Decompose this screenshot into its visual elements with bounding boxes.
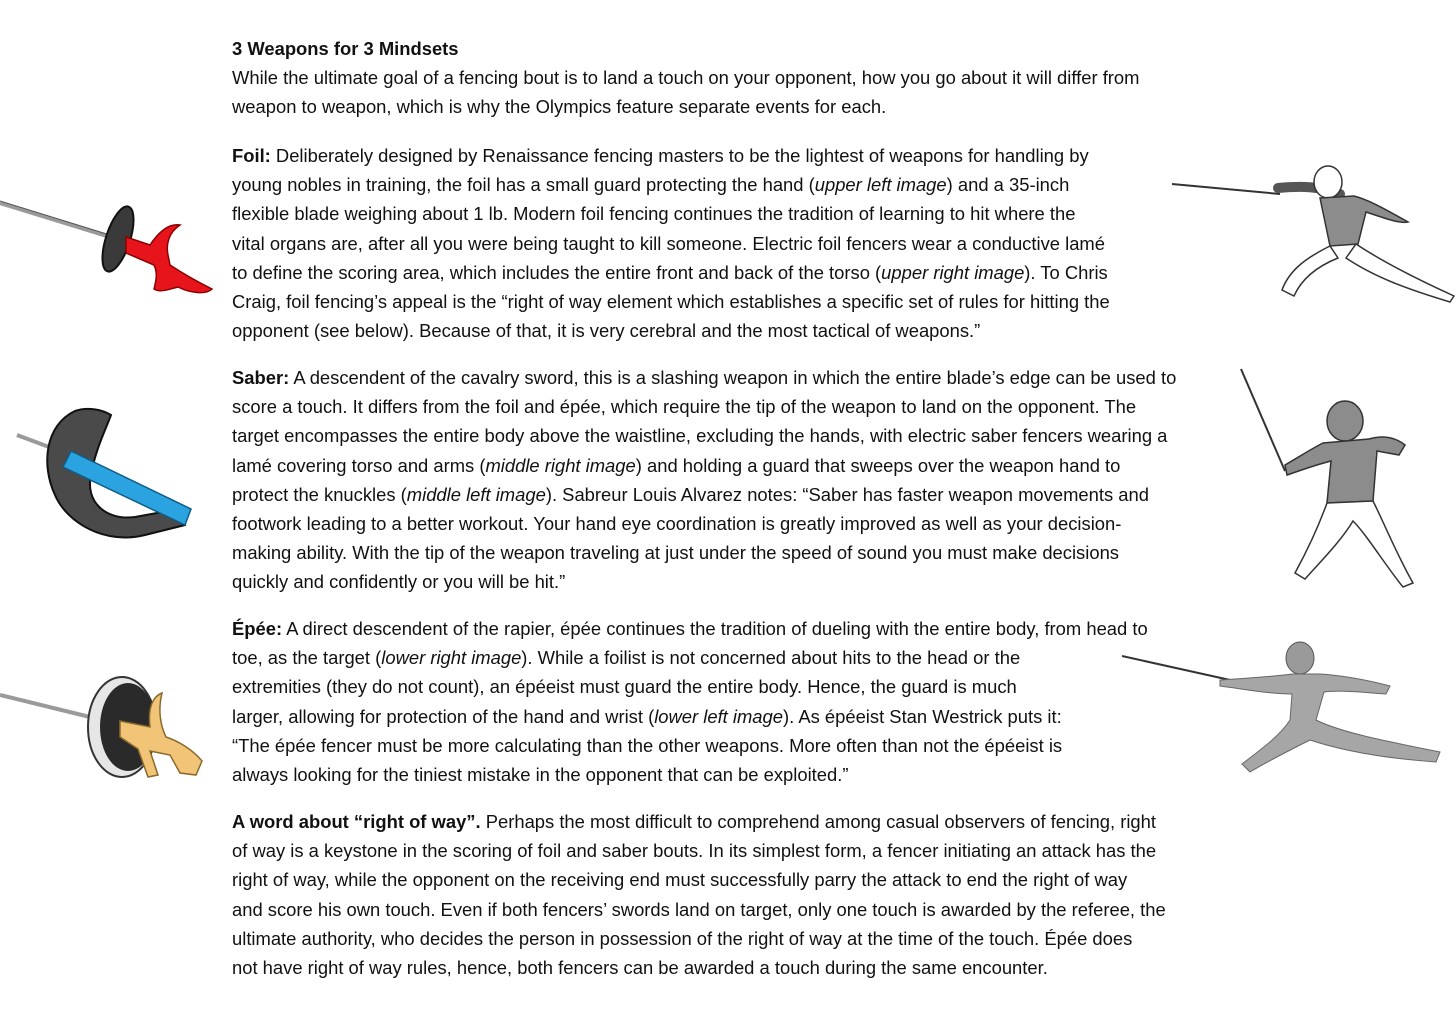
foil-section [232,141,1110,345]
foil-text: young nobles in training, the foil has a small guard protecting the hand ( [232,174,815,196]
intro-line: weapon to weapon, which is why the Olympics feature separate events for each. [232,96,887,118]
right-of-way-section [232,807,1166,982]
epee-text: ). As épéeist Stan Westrick puts it: [783,705,1062,727]
page-title: 3 Weapons for 3 Mindsets [232,38,459,59]
intro-section [232,34,1139,122]
epee-text: extremities (they do not count), an épéeist must guard the entire body. Hence, the guard is much [232,676,1017,698]
image-reference: lower right image [381,647,522,669]
saber-text: protect the knuckles ( [232,483,407,505]
image-reference: middle right image [485,454,636,476]
epee-section [232,614,1148,789]
epee-text: always looking for the tiniest mistake in the opponent that can be exploited.” [232,764,849,786]
foil-text: ) and a 35-inch [946,174,1070,196]
foil-text: Craig, foil fencing’s appeal is the “right of way element which establishes a specific set of rules for hitting the [232,291,1110,313]
image-reference: upper left image [814,174,947,196]
image-reference: lower left image [654,705,783,727]
saber-text: making ability. With the tip of the weapon traveling at just under the speed of sound you must make decisions [232,542,1119,564]
intro-line: While the ultimate goal of a fencing bout is to land a touch on your opponent, how you go about it will differ from [232,67,1140,89]
right-of-way-heading: A word about “right of way”. [232,811,481,832]
saber-text: score a touch. It differs from the foil and épée, which require the tip of the weapon to land on the opponent. The [232,396,1137,418]
epee-text: “The épée fencer must be more calculating than the other weapons. More often than not the épéeist is [232,734,1063,756]
saber-text: quickly and confidently or you will be hit.” [232,571,566,593]
epee-fencer-image [1120,640,1450,775]
epee-weapon-image [0,665,205,785]
right-of-way-text: right of way, while the opponent on the receiving end must successfully parry the attack to end the right of way [232,869,1128,891]
right-of-way-text: of way is a keystone in the scoring of foil and saber bouts. In its simplest form, a fencer initiating an attack has the [232,840,1157,862]
epee-text: larger, allowing for protection of the hand and wrist ( [232,705,655,727]
epee-text: A direct descendent of the rapier, épée continues the tradition of dueling with the entire body, from head to [282,618,1148,639]
foil-text: Deliberately designed by Renaissance fencing masters to be the lightest of weapons for handling by [270,145,1089,166]
saber-text: ) and holding a guard that sweeps over the weapon hand to [635,454,1121,476]
foil-text: flexible blade weighing about 1 lb. Modern foil fencing continues the tradition of learning to hit where the [232,203,1076,225]
foil-fencer-image [1170,160,1456,305]
saber-text: ). Sabreur Louis Alvarez notes: “Saber has faster weapon movements and [545,483,1149,505]
saber-weapon-image [15,405,195,550]
epee-text: ). While a foilist is not concerned about hits to the head or the [521,647,1021,669]
saber-text: A descendent of the cavalry sword, this is a slashing weapon in which the entire blade’s edge can be used to [289,367,1177,388]
saber-text: lamé covering torso and arms ( [232,454,486,476]
image-reference: middle left image [406,483,546,505]
right-of-way-text: ultimate authority, who decides the person in possession of the right of way at the time of the touch. Épée does [232,927,1133,949]
image-reference: upper right image [881,261,1025,283]
saber-fencer-image [1235,365,1435,590]
right-of-way-text: not have right of way rules, hence, both fencers can be awarded a touch during the same encounter. [232,957,1048,979]
saber-heading: Saber: [232,367,290,388]
epee-heading: Épée: [232,618,283,639]
saber-text: footwork leading to a better workout. Your hand eye coordination is greatly improved as well as your decision- [232,513,1122,535]
right-of-way-text: and score his own touch. Even if both fencers’ swords land on target, only one touch is awarded by the referee, the [232,898,1166,920]
foil-heading: Foil: [232,145,271,166]
foil-text: vital organs are, after all you were being taught to kill someone. Electric foil fencers wear a conductive lamé [232,232,1105,254]
foil-text: opponent (see below). Because of that, it is very cerebral and the most tactical of weapons.” [232,320,981,342]
foil-weapon-image [0,175,225,305]
right-of-way-text: Perhaps the most difficult to comprehend among casual observers of fencing, right [480,811,1156,832]
saber-text: target encompasses the entire body above the waistline, excluding the hands, with electric saber fencers wearing a [232,425,1168,447]
saber-section [232,363,1176,597]
foil-text: to define the scoring area, which includes the entire front and back of the torso ( [232,261,882,283]
epee-text: toe, as the target ( [232,647,382,669]
foil-text: ). To Chris [1024,261,1108,283]
